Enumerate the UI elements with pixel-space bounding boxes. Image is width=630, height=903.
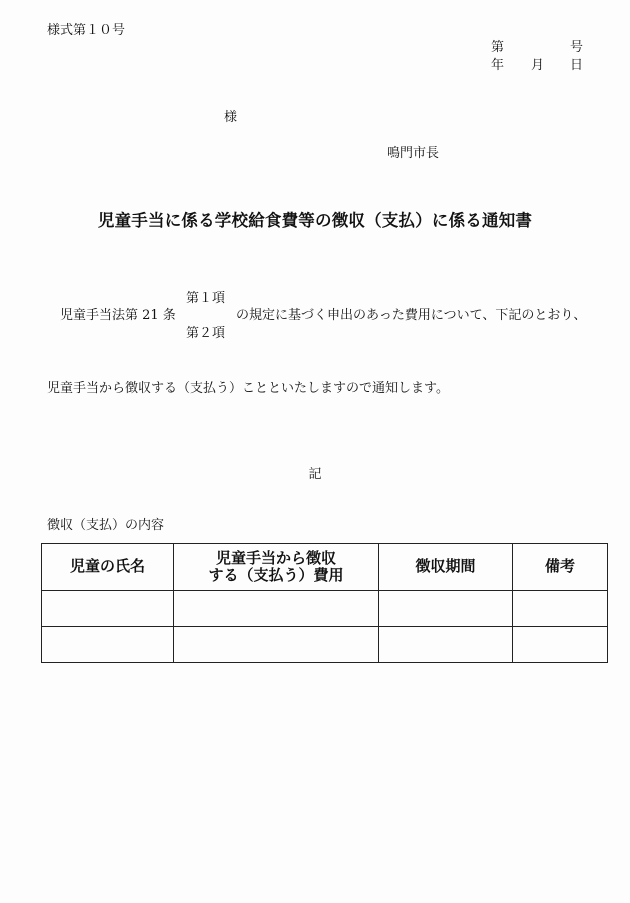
section-label: 徴収（支払）の内容 — [47, 518, 165, 533]
law-item-2: 第２項 — [186, 326, 226, 341]
contents-table — [41, 543, 608, 663]
cell-child-name[interactable] — [42, 591, 174, 627]
table-row — [42, 591, 608, 627]
document-title: 児童手当に係る学校給食費等の徴収（支払）に係る通知書 — [97, 211, 533, 230]
addressee-suffix: 様 — [224, 110, 238, 125]
header-child-name: 児童の氏名 — [42, 544, 174, 591]
cell-remarks[interactable] — [513, 591, 608, 627]
date-year: 年 — [491, 58, 505, 73]
ki-heading: 記 — [308, 467, 322, 482]
law-item-1: 第１項 — [186, 291, 226, 306]
date-day: 日 — [570, 58, 584, 73]
cell-child-name[interactable] — [42, 627, 174, 663]
form-number: 様式第１０号 — [47, 23, 126, 38]
doc-number-suffix: 号 — [570, 40, 584, 55]
date-month: 月 — [531, 58, 545, 73]
doc-number-prefix: 第 — [491, 40, 505, 55]
header-period: 徴収期間 — [379, 544, 513, 591]
table-header-row — [42, 544, 608, 591]
cell-period[interactable] — [379, 591, 513, 627]
cell-expense[interactable] — [174, 627, 379, 663]
law-name: 児童手当法第 21 条 — [60, 308, 176, 323]
header-remarks: 備考 — [513, 544, 608, 591]
law-continuation: の規定に基づく申出のあった費用について、下記のとおり、 — [236, 308, 587, 323]
header-expense: 児童手当から徴収 する（支払う）費用 — [174, 544, 379, 591]
table-row — [42, 627, 608, 663]
cell-expense[interactable] — [174, 591, 379, 627]
cell-period[interactable] — [379, 627, 513, 663]
cell-remarks[interactable] — [513, 627, 608, 663]
sender-name: 鳴門市長 — [387, 146, 440, 161]
body-text: 児童手当から徴収する（支払う）ことといたしますので通知します。 — [47, 381, 449, 396]
